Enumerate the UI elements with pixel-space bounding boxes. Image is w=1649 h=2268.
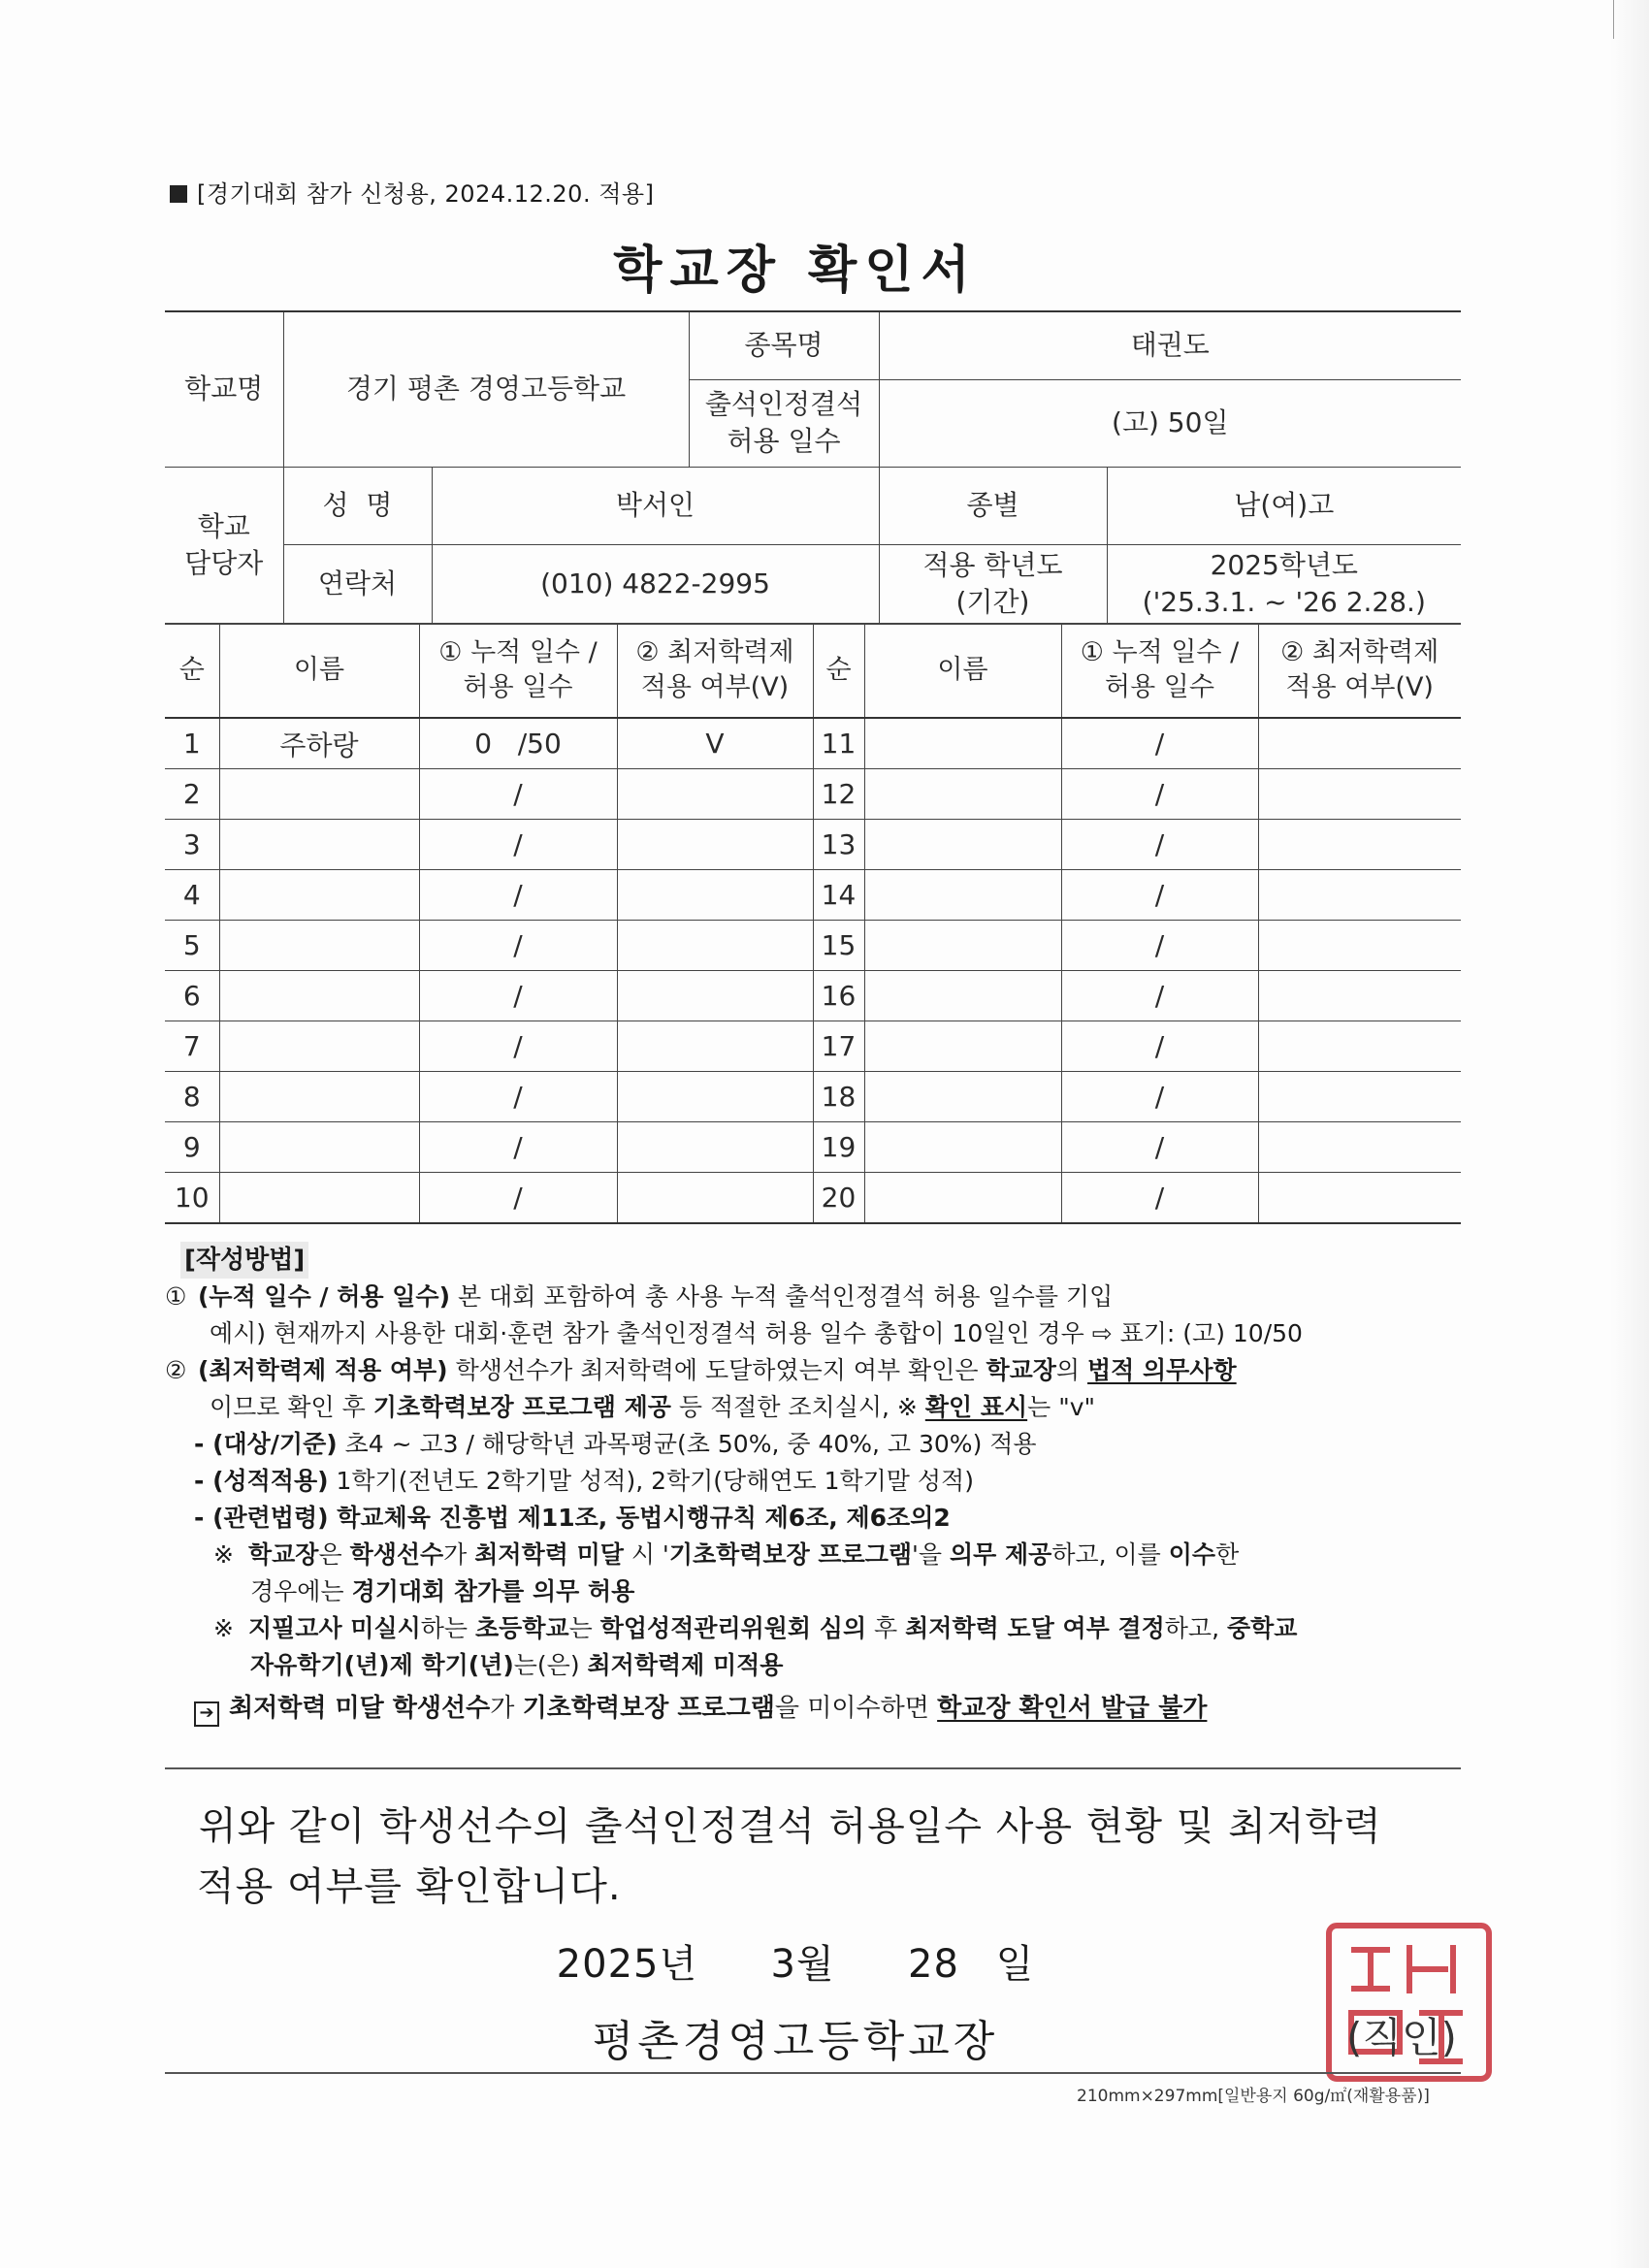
roster-name-right	[864, 1122, 1061, 1173]
roster-min	[617, 870, 813, 921]
roster-min	[617, 921, 813, 971]
header-days-right-line1: ① 누적 일수 /	[1080, 636, 1240, 667]
statement-line1: 위와 같이 학생선수의 출석인정결석 허용일수 사용 현황 및 최저학력	[199, 1804, 1382, 1849]
roster-days: /	[419, 971, 617, 1021]
roster-days-right: /	[1061, 820, 1258, 870]
header-days-line2: 허용 일수	[463, 672, 573, 702]
roster-no: 2	[165, 769, 219, 820]
header-min-line2: 적용 여부(V)	[640, 672, 790, 702]
roster-days-right: /	[1061, 921, 1258, 971]
issue-date: 2025년 3월 28 일	[556, 1942, 1035, 1987]
roster-days-right: /	[1061, 1072, 1258, 1122]
roster-name	[219, 921, 419, 971]
header-note-text: [경기대회 참가 신청용, 2024.12.20. 적용]	[197, 180, 655, 208]
table-row	[165, 921, 1461, 971]
roster-min	[617, 1072, 813, 1122]
roster-min-right	[1258, 1173, 1461, 1224]
table-row	[165, 718, 1461, 769]
detail-grades: - (성적적용) 1학기(전년도 2학기말 성적), 2학기(당해연도 1학기말 성적)	[194, 1467, 974, 1495]
type-value: 남(여)고	[1107, 467, 1461, 544]
year-label-line1: 적용 학년도	[922, 549, 1063, 582]
info-table	[165, 310, 1461, 625]
roster-days-right: /	[1061, 870, 1258, 921]
event-value: 태권도	[879, 311, 1461, 379]
header-min-line1: ② 최저학력제	[635, 636, 794, 667]
roster-name-right	[864, 769, 1061, 820]
roster-min	[617, 769, 813, 820]
roster-days: 0 /50	[419, 718, 617, 769]
school-value: 경기 평촌 경영고등학교	[283, 311, 689, 467]
roster-no: 5	[165, 921, 219, 971]
note-2-line2: 자유학기(년)제 학기(년)는(은) 최저학력제 미적용	[250, 1651, 784, 1679]
roster-body	[165, 718, 1461, 1223]
roster-name	[219, 1122, 419, 1173]
roster-days: /	[419, 769, 617, 820]
name-value: 박서인	[432, 467, 879, 544]
roster-days: /	[419, 1122, 617, 1173]
name-label: 성 명	[283, 467, 432, 544]
header-no: 순	[165, 624, 219, 719]
statement	[199, 1797, 1460, 1917]
roster-no-right: 15	[813, 921, 864, 971]
note-2: ※ 지필고사 미실시하는 초등학교는 학업성적관리위원회 심의 후 최저학력 도달 여부 결정하고, 중학교	[213, 1614, 1298, 1642]
header-name-right: 이름	[864, 624, 1061, 719]
instruction-1-example: 예시) 현재까지 사용한 대회·훈련 참가 출석인정결석 허용 일수 총합이 10일인 경우 ⇨ 표기: (고) 10/50	[210, 1319, 1303, 1347]
roster-name	[219, 769, 419, 820]
year-label-line2: (기간)	[955, 586, 1030, 618]
roster-min-right	[1258, 971, 1461, 1021]
header-days	[419, 624, 617, 719]
roster-no-right: 11	[813, 718, 864, 769]
roster-name-right	[864, 971, 1061, 1021]
roster-no: 3	[165, 820, 219, 870]
type-label: 종별	[879, 467, 1107, 544]
final-warning: ➔ 최저학력 미달 학생선수가 기초학력보장 프로그램을 미이수하면 학교장 확인서 발급 불가	[194, 1690, 1461, 1727]
table-row	[165, 870, 1461, 921]
square-bullet-icon	[170, 185, 187, 203]
roster-min-right	[1258, 1021, 1461, 1072]
roster-no: 8	[165, 1072, 219, 1122]
roster-min-right	[1258, 718, 1461, 769]
header-name: 이름	[219, 624, 419, 719]
header-no-right: 순	[813, 624, 864, 719]
roster-name	[219, 1072, 419, 1122]
roster-min-right	[1258, 921, 1461, 971]
roster-name-right	[864, 1173, 1061, 1224]
allowed-days-label-line1: 출석인정결석	[704, 388, 863, 421]
event-label: 종목명	[689, 311, 879, 379]
roster-min: V	[617, 718, 813, 769]
allowed-days-label-line2: 허용 일수	[727, 425, 841, 457]
roster-name-right	[864, 870, 1061, 921]
manager-label	[165, 467, 283, 624]
roster-name: 주하랑	[219, 718, 419, 769]
instructions	[165, 1242, 1461, 1727]
header-note	[170, 175, 654, 209]
footer-note: 210mm×297mm[일반용지 60g/㎡(재활용품)]	[1077, 2087, 1430, 2106]
table-row	[165, 1173, 1461, 1224]
roster-name	[219, 1173, 419, 1224]
roster-name-right	[864, 1021, 1061, 1072]
roster-no: 9	[165, 1122, 219, 1173]
table-row	[165, 1021, 1461, 1072]
roster-min	[617, 820, 813, 870]
contact-value: (010) 4822-2995	[432, 544, 879, 624]
roster-no-right: 18	[813, 1072, 864, 1122]
roster-no-right: 20	[813, 1173, 864, 1224]
table-row	[165, 820, 1461, 870]
instruction-1: ① (누적 일수 / 허용 일수) 본 대회 포함하여 총 사용 누적 출석인정결석 허용 일수를 기입	[165, 1282, 1114, 1311]
manager-label-line2: 담당자	[184, 547, 264, 579]
roster-days-right: /	[1061, 718, 1258, 769]
roster-min	[617, 1173, 813, 1224]
roster-no-right: 17	[813, 1021, 864, 1072]
header-min-right-line2: 적용 여부(V)	[1285, 672, 1434, 702]
divider-bottom	[165, 2072, 1461, 2074]
manager-label-line1: 학교	[197, 510, 250, 543]
roster-no: 6	[165, 971, 219, 1021]
roster-no-right: 13	[813, 820, 864, 870]
roster-table	[165, 623, 1461, 1224]
roster-name-right	[864, 921, 1061, 971]
roster-name	[219, 820, 419, 870]
roster-name-right	[864, 1072, 1061, 1122]
roster-days: /	[419, 921, 617, 971]
roster-days: /	[419, 1021, 617, 1072]
table-row	[165, 1072, 1461, 1122]
roster-no-right: 16	[813, 971, 864, 1021]
roster-min-right	[1258, 870, 1461, 921]
detail-target: - (대상/기준) 초4 ~ 고3 / 해당학년 과목평균(초 50%, 중 40%, 고 30%) 적용	[194, 1430, 1037, 1458]
page-edge	[1610, 0, 1649, 2268]
roster-no-right: 14	[813, 870, 864, 921]
roster-days-right: /	[1061, 769, 1258, 820]
roster-no: 10	[165, 1173, 219, 1224]
roster-days: /	[419, 1173, 617, 1224]
roster-min-right	[1258, 1072, 1461, 1122]
roster-no: 1	[165, 718, 219, 769]
contact-label: 연락처	[283, 544, 432, 624]
header-min-right	[1258, 624, 1461, 719]
header-days-line1: ① 누적 일수 /	[438, 636, 598, 667]
roster-days-right: /	[1061, 1173, 1258, 1224]
roster-name	[219, 1021, 419, 1072]
allowed-days-label	[689, 379, 879, 467]
roster-min	[617, 1122, 813, 1173]
school-label: 학교명	[165, 311, 283, 467]
roster-no: 4	[165, 870, 219, 921]
roster-min-right	[1258, 1122, 1461, 1173]
roster-days: /	[419, 820, 617, 870]
instructions-title: [작성방법]	[180, 1242, 308, 1279]
header-days-right	[1061, 624, 1258, 719]
page-edge-line	[1613, 0, 1614, 39]
roster-name-right	[864, 718, 1061, 769]
table-row	[165, 971, 1461, 1021]
year-value	[1107, 544, 1461, 624]
roster-min	[617, 971, 813, 1021]
page-title: 학교장 확인서	[613, 242, 978, 300]
year-value-line2: ('25.3.1. ~ '26 2.28.)	[1142, 586, 1426, 618]
official-seal-icon	[1317, 1916, 1502, 2090]
roster-no-right: 19	[813, 1122, 864, 1173]
instruction-2-line2: 이므로 확인 후 기초학력보장 프로그램 제공 등 적절한 조치실시, ※ 확인 표시는 "v"	[210, 1393, 1096, 1421]
year-value-line1: 2025학년도	[1210, 549, 1358, 582]
table-row	[165, 1122, 1461, 1173]
divider-middle	[165, 1767, 1461, 1769]
detail-law: - (관련법령) 학교체육 진흥법 제11조, 동법시행규칙 제6조, 제6조의2	[194, 1504, 951, 1532]
note-1-line2: 경우에는 경기대회 참가를 의무 허용	[250, 1577, 635, 1605]
table-row	[165, 769, 1461, 820]
year-label	[879, 544, 1107, 624]
header-min-right-line1: ② 최저학력제	[1280, 636, 1439, 667]
roster-days: /	[419, 870, 617, 921]
principal-name: 평촌경영고등학교장	[592, 2017, 999, 2066]
roster-days-right: /	[1061, 1021, 1258, 1072]
roster-no-right: 12	[813, 769, 864, 820]
note-1: ※ 학교장은 학생선수가 최저학력 미달 시 '기초학력보장 프로그램'을 의무 제공하고, 이를 이수한	[213, 1540, 1240, 1569]
roster-name-right	[864, 820, 1061, 870]
allowed-days-value: (고) 50일	[879, 379, 1461, 467]
seal-text: (직인)	[1346, 2014, 1457, 2061]
roster-header-row	[165, 624, 1461, 719]
roster-no: 7	[165, 1021, 219, 1072]
roster-days: /	[419, 1072, 617, 1122]
header-days-right-line2: 허용 일수	[1105, 672, 1214, 702]
roster-name	[219, 971, 419, 1021]
roster-min-right	[1258, 769, 1461, 820]
roster-min	[617, 1021, 813, 1072]
roster-name	[219, 870, 419, 921]
roster-min-right	[1258, 820, 1461, 870]
roster-days-right: /	[1061, 971, 1258, 1021]
header-min	[617, 624, 813, 719]
roster-days-right: /	[1061, 1122, 1258, 1173]
arrow-right-box-icon: ➔	[194, 1701, 219, 1727]
statement-line2: 적용 여부를 확인합니다.	[197, 1864, 622, 1909]
instruction-2: ② (최저학력제 적용 여부) 학생선수가 최저학력에 도달하였는지 여부 확인은 학교장의 법적 의무사항	[165, 1356, 1237, 1384]
